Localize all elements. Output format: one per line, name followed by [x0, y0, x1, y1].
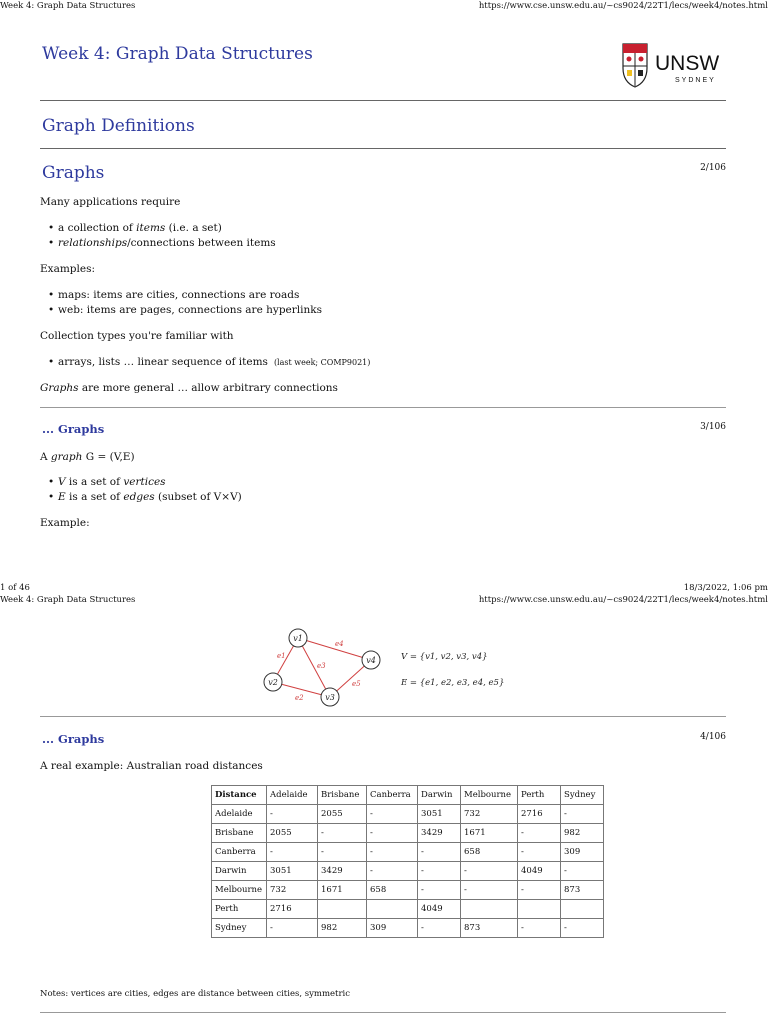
table-cell: -	[267, 805, 318, 824]
table-cell: 309	[561, 843, 604, 862]
list-item: • relationships/connections between items	[40, 236, 276, 251]
table-cell: -	[561, 805, 604, 824]
table-cell: -	[518, 881, 561, 900]
table-cell: 3051	[418, 805, 461, 824]
slide-number: 2/106	[700, 163, 726, 173]
table-cell: -	[518, 824, 561, 843]
bullet-list	[40, 288, 322, 318]
table-cell: 3429	[318, 862, 367, 881]
table-cell: 3429	[418, 824, 461, 843]
bullet-list	[40, 355, 370, 370]
table-cell	[518, 900, 561, 919]
table-cell: Perth	[212, 900, 267, 919]
table-row	[212, 862, 604, 881]
table-header-cell: Brisbane	[318, 786, 367, 805]
table-cell: Brisbane	[212, 824, 267, 843]
table-cell	[367, 900, 418, 919]
slide-text: Many applications require	[40, 196, 181, 208]
table-cell: -	[318, 824, 367, 843]
table-cell: 982	[318, 919, 367, 938]
table-cell: 732	[267, 881, 318, 900]
table-cell: Adelaide	[212, 805, 267, 824]
table-header-row	[212, 786, 604, 805]
table-cell: -	[418, 843, 461, 862]
print-footer	[0, 582, 768, 594]
table-cell: Darwin	[212, 862, 267, 881]
slide-heading: Graphs	[42, 163, 105, 183]
table-cell: -	[461, 862, 518, 881]
slide-notes: Notes: vertices are cities, edges are distance between cities, symmetric	[40, 989, 351, 999]
divider	[40, 148, 726, 149]
table-cell	[461, 900, 518, 919]
list-item: • maps: items are cities, connections are roads	[40, 288, 322, 303]
table-cell: -	[461, 881, 518, 900]
table-header-cell: Perth	[518, 786, 561, 805]
logo-wordmark: UNSW	[655, 52, 720, 75]
list-item: • web: items are pages, connections are hyperlinks	[40, 303, 322, 318]
table-cell: -	[561, 862, 604, 881]
edge-set-label: E = {e1, e2, e3, e4, e5}	[401, 678, 505, 688]
table-cell: Sydney	[212, 919, 267, 938]
table-row	[212, 824, 604, 843]
edge-label: e5	[352, 680, 361, 688]
divider	[40, 407, 726, 408]
table-cell: 658	[461, 843, 518, 862]
distance-table	[211, 785, 604, 938]
slide-text: Examples:	[40, 263, 96, 275]
table-cell: 2055	[267, 824, 318, 843]
table-cell: -	[367, 862, 418, 881]
vertex-label: v4	[366, 656, 376, 665]
print-date: 18/3/2022, 1:06 pm	[683, 583, 768, 593]
table-cell: -	[518, 919, 561, 938]
list-item: • V is a set of vertices	[40, 475, 242, 490]
table-cell: 1671	[318, 881, 367, 900]
table-cell: 2055	[318, 805, 367, 824]
table-row	[212, 805, 604, 824]
edge-label: e4	[335, 640, 344, 648]
table-cell: -	[418, 881, 461, 900]
table-cell: 732	[461, 805, 518, 824]
table-row	[212, 900, 604, 919]
table-header-cell: Distance	[212, 786, 267, 805]
section-title: Graph Definitions	[42, 116, 195, 136]
table-cell: Melbourne	[212, 881, 267, 900]
slide-heading: ... Graphs	[42, 732, 105, 746]
table-cell	[561, 900, 604, 919]
print-header	[0, 594, 768, 606]
table-cell: 982	[561, 824, 604, 843]
slide-text: Collection types you're familiar with	[40, 330, 234, 342]
table-cell	[318, 900, 367, 919]
table-cell: 2716	[518, 805, 561, 824]
edge-label: e3	[317, 662, 326, 670]
slide-text: A real example: Australian road distances	[40, 760, 263, 772]
table-row	[212, 843, 604, 862]
slide-text: A graph G = (V,E)	[40, 451, 135, 463]
table-cell: 658	[367, 881, 418, 900]
vertex-label: v1	[293, 634, 303, 643]
bullet-list	[40, 221, 276, 251]
table-cell: 873	[561, 881, 604, 900]
table-cell: -	[518, 843, 561, 862]
table-header-cell: Darwin	[418, 786, 461, 805]
table-header-cell: Canberra	[367, 786, 418, 805]
table-cell: 4049	[518, 862, 561, 881]
table-cell: 873	[461, 919, 518, 938]
table-cell: -	[418, 919, 461, 938]
edge-label: e1	[277, 652, 286, 660]
table-cell: -	[318, 843, 367, 862]
slide-text: Graphs are more general … allow arbitrary connections	[40, 382, 338, 394]
list-item: • E is a set of edges (subset of V×V)	[40, 490, 242, 505]
table-cell: 1671	[461, 824, 518, 843]
table-header-cell: Sydney	[561, 786, 604, 805]
print-header	[0, 0, 768, 12]
table-cell: 309	[367, 919, 418, 938]
table-cell: -	[367, 843, 418, 862]
table-header-cell: Adelaide	[267, 786, 318, 805]
table-row	[212, 919, 604, 938]
table-cell: 3051	[267, 862, 318, 881]
table-cell: Canberra	[212, 843, 267, 862]
table-cell: -	[367, 824, 418, 843]
slide-text: Example:	[40, 517, 90, 529]
list-item: • a collection of items (i.e. a set)	[40, 221, 276, 236]
header-title: Week 4: Graph Data Structures	[0, 1, 136, 11]
unsw-logo	[621, 42, 727, 88]
page-count: 1 of 46	[0, 583, 30, 593]
header-url[interactable]: https://www.cse.unsw.edu.au/~cs9024/22T1/lecs/week4/notes.html	[478, 1, 768, 11]
vertex-set-label: V = {v1, v2, v3, v4}	[401, 652, 488, 662]
table-cell: 2716	[267, 900, 318, 919]
table-cell: -	[267, 919, 318, 938]
slide-number: 3/106	[700, 422, 726, 432]
slide-heading: ... Graphs	[42, 422, 105, 436]
slide-number: 4/106	[700, 732, 726, 742]
table-cell: -	[418, 862, 461, 881]
vertex-label: v2	[268, 678, 278, 687]
vertex-label: v3	[325, 693, 335, 702]
table-cell: -	[267, 843, 318, 862]
table-row	[212, 881, 604, 900]
table-header-cell: Melbourne	[461, 786, 518, 805]
logo-subtext: SYDNEY	[675, 77, 716, 84]
divider	[40, 100, 726, 101]
page-title: Week 4: Graph Data Structures	[42, 44, 313, 64]
table-cell: -	[367, 805, 418, 824]
divider	[40, 1012, 726, 1013]
table-cell: 4049	[418, 900, 461, 919]
edge-label: e2	[295, 694, 304, 702]
header-url[interactable]: https://www.cse.unsw.edu.au/~cs9024/22T1/lecs/week4/notes.html	[478, 595, 768, 605]
list-item: • arrays, lists … linear sequence of items (last week; COMP9021)	[40, 355, 370, 370]
divider	[40, 716, 726, 717]
graph-diagram	[255, 622, 505, 712]
header-title: Week 4: Graph Data Structures	[0, 595, 136, 605]
bullet-list	[40, 475, 242, 505]
table-cell: -	[561, 919, 604, 938]
